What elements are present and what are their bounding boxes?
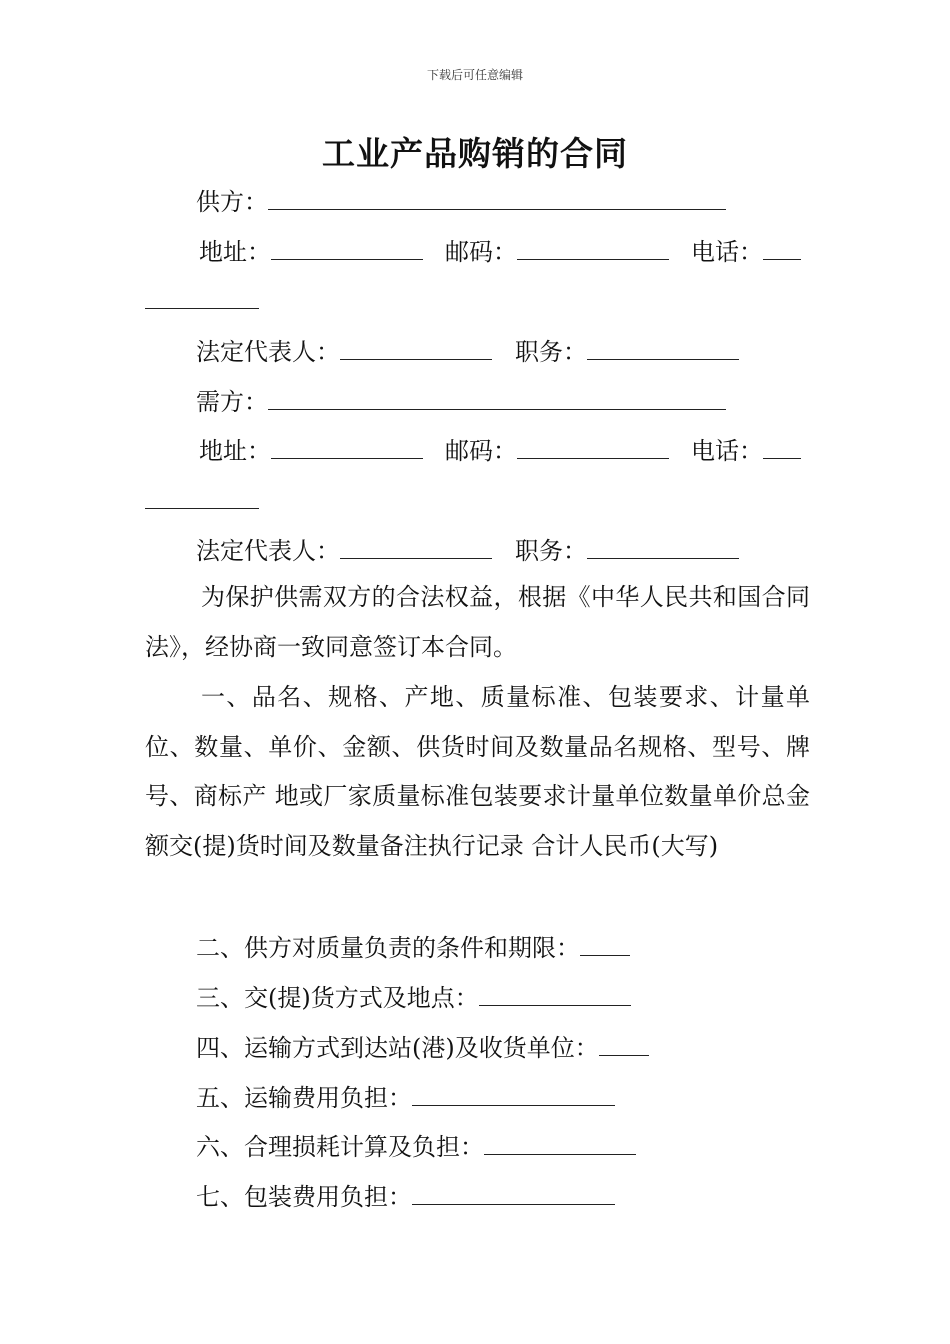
clause-6-blank: [484, 1130, 636, 1155]
buyer-postcode-label: 邮码：: [445, 437, 517, 465]
buyer-phone-line: [691, 434, 801, 466]
clause-4-text: 四、运输方式到达站(港)及收货单位：: [196, 1034, 599, 1062]
buyer-postcode-line: [445, 434, 669, 466]
buyer-postcode-blank: [517, 434, 669, 459]
supplier-address-blank: [271, 235, 423, 260]
supplier-label: 供方：: [196, 188, 268, 216]
clause-2-text: 二、供方对质量负责的条件和期限：: [196, 934, 580, 962]
supplier-blank: [268, 185, 726, 210]
clause-2-line: [196, 931, 630, 963]
buyer-phone-label: 电话：: [691, 437, 763, 465]
buyer-position-blank: [587, 534, 739, 559]
buyer-phone-blank-2: [145, 484, 259, 509]
buyer-rep-blank: [340, 534, 492, 559]
contract-title: 工业产品购销的合同: [322, 134, 628, 173]
supplier-rep-blank: [340, 335, 492, 360]
clause-4-blank: [599, 1031, 649, 1056]
buyer-line: [196, 385, 726, 417]
clause-7-line: [196, 1180, 615, 1212]
supplier-phone-blank: [763, 235, 801, 260]
buyer-position-line: [515, 534, 739, 566]
buyer-phone-blank: [763, 434, 801, 459]
buyer-address-label: 地址：: [199, 437, 271, 465]
header-note: 下载后可任意编辑: [426, 68, 523, 82]
supplier-line: [196, 185, 726, 217]
buyer-position-label: 职务：: [515, 537, 587, 565]
buyer-address-blank: [271, 434, 423, 459]
supplier-postcode-label: 邮码：: [445, 238, 517, 266]
clause-6-text: 六、合理损耗计算及负担：: [196, 1133, 484, 1161]
clause-3-line: [196, 981, 631, 1013]
clause-5-blank: [412, 1081, 615, 1106]
supplier-phone-label: 电话：: [691, 238, 763, 266]
clause-5-line: [196, 1081, 615, 1113]
clause-2-blank: [580, 931, 630, 956]
clause-7-blank: [412, 1180, 615, 1205]
buyer-address-line: [199, 434, 423, 466]
clause-1-paragraph: 一、品名、规格、产地、质量标准、包装要求、计量单位、数量、单价、金额、供货时间及数量品名规格、型号、牌号、商标产 地或厂家质量标准包装要求计量单位数量单价总金额交(提)货时间及数量备注执行记录 合计人民币(大写): [145, 683, 810, 860]
buyer-rep-line: [196, 534, 492, 566]
clause-3-text: 三、交(提)货方式及地点：: [196, 984, 479, 1012]
supplier-postcode-blank: [517, 235, 669, 260]
supplier-position-line: [515, 335, 739, 367]
buyer-phone-blank-cont: [145, 484, 259, 516]
supplier-phone-blank-cont: [145, 284, 259, 316]
supplier-rep-label: 法定代表人：: [196, 338, 340, 366]
supplier-position-label: 职务：: [515, 338, 587, 366]
clause-7-text: 七、包装费用负担：: [196, 1183, 412, 1211]
clause-5-text: 五、运输费用负担：: [196, 1084, 412, 1112]
supplier-rep-line: [196, 335, 492, 367]
supplier-postcode-line: [445, 235, 669, 267]
clause-3-blank: [479, 981, 631, 1006]
clause-4-line: [196, 1031, 649, 1063]
buyer-rep-label: 法定代表人：: [196, 537, 340, 565]
clause-6-line: [196, 1130, 636, 1162]
buyer-blank: [268, 385, 726, 410]
buyer-label: 需方：: [196, 388, 268, 416]
supplier-phone-blank-2: [145, 284, 259, 309]
supplier-contact-line: [199, 235, 423, 267]
supplier-phone-line: [691, 235, 801, 267]
preamble-paragraph: 为保护供需双方的合法权益，根据《中华人民共和国合同法》，经协商一致同意签订本合同。: [145, 583, 810, 661]
supplier-address-label: 地址：: [199, 238, 271, 266]
supplier-position-blank: [587, 335, 739, 360]
